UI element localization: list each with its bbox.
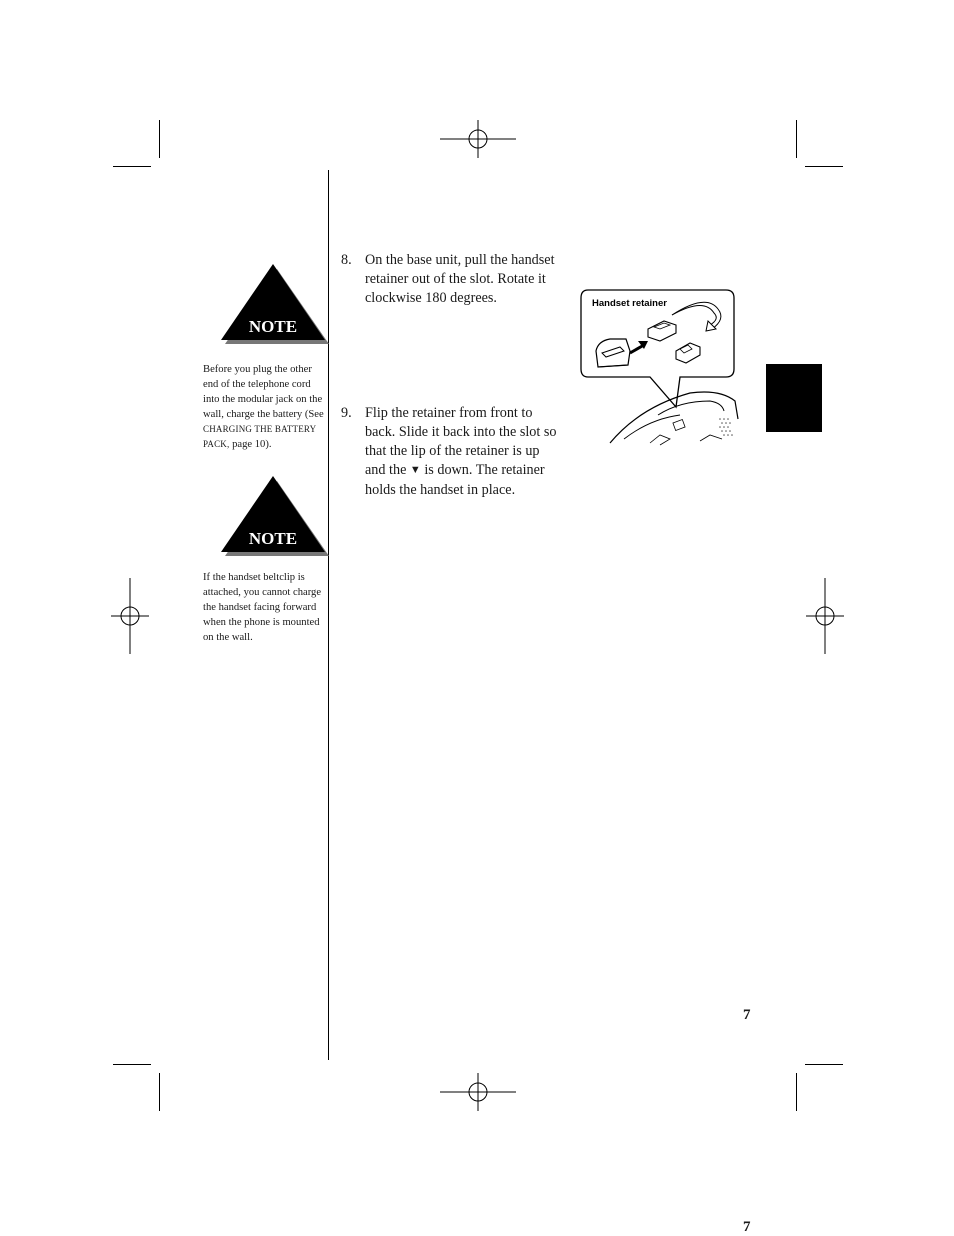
note-heading: NOTE (248, 317, 298, 336)
step-text: On the base unit, pull the handset retainer out of the slot. Rotate it clockwise 180 degrees. (365, 252, 555, 306)
illustration-label: Handset retainer (592, 298, 667, 309)
registration-mark-top (440, 120, 516, 158)
step-number: 9. (341, 405, 352, 421)
crop-mark (159, 120, 160, 158)
registration-mark-right (806, 578, 844, 654)
step-8 (341, 251, 563, 308)
crop-mark (796, 120, 797, 158)
registration-mark-bottom (440, 1073, 516, 1111)
warning-triangle-icon (215, 476, 333, 558)
note-text-1: Before you plug the other end of the telephone cord into the modular jack on the wall, charge the battery (See CHARGING THE BATTERY PACK, page 10). (203, 364, 324, 450)
warning-triangle-icon (215, 264, 333, 346)
note-block-2 (203, 476, 325, 645)
crop-mark (796, 1073, 797, 1111)
section-tab (766, 364, 822, 432)
page-number-top: 7 (743, 1007, 751, 1023)
crop-mark (113, 166, 151, 167)
note-text-2: If the handset beltclip is attached, you cannot charge the handset facing forward when the phone is mounted on the wall. (203, 572, 322, 643)
step-9 (341, 404, 563, 500)
note-block-1 (203, 264, 325, 452)
crop-mark (805, 1064, 843, 1065)
note-heading: NOTE (248, 529, 298, 548)
page-number-bottom: 7 (743, 1219, 751, 1235)
step-text: Flip the retainer from front to back. Slide it back into the slot so that the lip of the retainer is up and the ▼ is down. The retainer holds the handset in place. (365, 405, 557, 498)
handset-retainer-illustration (580, 289, 740, 449)
crop-mark (159, 1073, 160, 1111)
registration-mark-left (111, 578, 149, 654)
down-triangle-icon: ▼ (409, 464, 421, 476)
crop-mark (113, 1064, 151, 1065)
crop-mark (805, 166, 843, 167)
step-number: 8. (341, 252, 352, 268)
